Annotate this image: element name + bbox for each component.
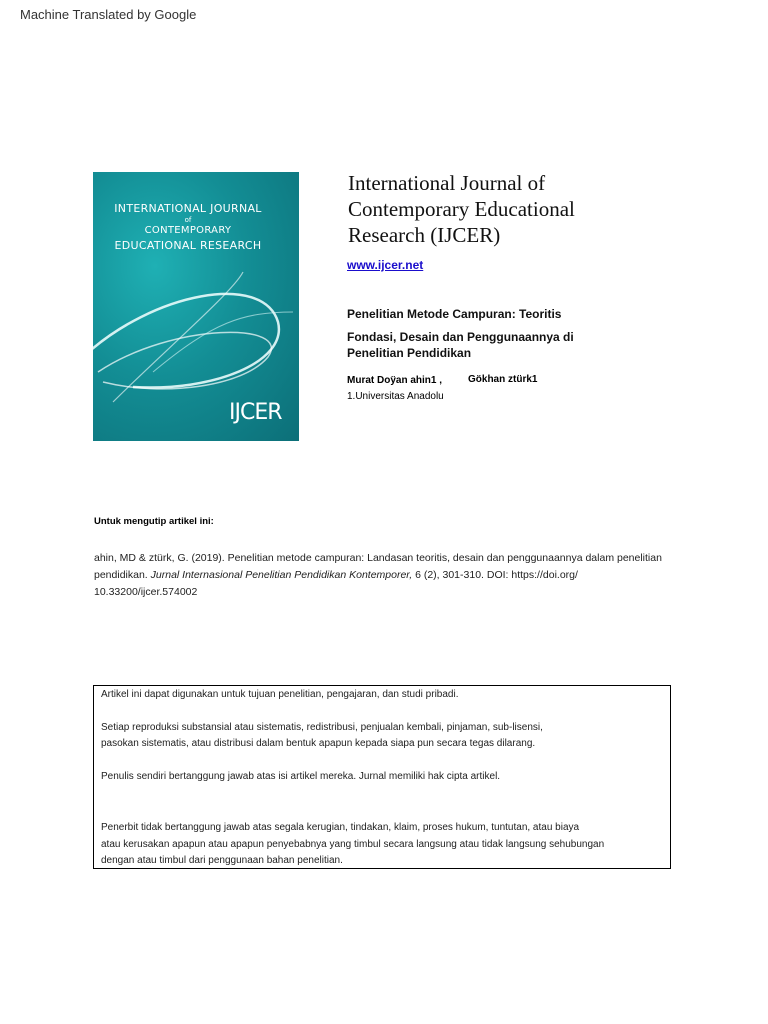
author-1: Murat Doÿan ahin1 , [347, 375, 443, 386]
notice-paragraph-4b: atau kerusakan apapun atau apapun penyebabnya yang timbul secara langsung atau tidak langsung sehubungan [101, 839, 605, 850]
notice-paragraph-4a: Penerbit tidak bertanggung jawab atas segala kerugian, tindakan, klaim, proses hukum, tuntutan, atau biaya [101, 822, 580, 833]
machine-translation-banner: Machine Translated by Google [20, 7, 197, 22]
citation-journal-name: Jurnal Internasional Penelitian Pendidikan Kontemporer, [150, 569, 413, 581]
cover-title-line2: of [184, 216, 192, 224]
citation-label: Untuk mengutip artikel ini: [94, 516, 214, 527]
notice-paragraph-1: Artikel ini dapat digunakan untuk tujuan penelitian, pengajaran, dan studi pribadi. [101, 689, 459, 700]
usage-notice-box [93, 685, 671, 869]
article-title-line1: Penelitian Metode Campuran: Teoritis [347, 307, 562, 321]
notice-paragraph-3: Penulis sendiri bertanggung jawab atas isi artikel mereka. Jurnal memiliki hak cipta artikel. [101, 771, 501, 782]
notice-paragraph-4c: dengan atau timbul dari penggunaan bahan penelitian. [101, 855, 343, 866]
journal-title-line3: Research (IJCER) [348, 223, 501, 247]
journal-url-link[interactable]: www.ijcer.net [347, 258, 424, 272]
ijcer-logo: IJCER [229, 400, 282, 425]
citation-part1: ahin, MD & ztürk, G. (2019). Penelitian metode campuran: Landasan teoritis, desain dan penggunaannya dalam penelitian pendidikan. [94, 552, 662, 581]
journal-title-line2: Contemporary Educational [348, 197, 575, 221]
cover-title [93, 202, 283, 252]
article-title [347, 306, 627, 361]
cover-title-line1: INTERNATIONAL JOURNAL [114, 202, 262, 215]
citation-text [94, 550, 684, 601]
author-2: Gökhan ztürk1 [468, 374, 538, 385]
author-affiliation: 1.Universitas Anadolu [347, 391, 444, 402]
journal-cover-image [93, 172, 299, 441]
journal-title [348, 170, 648, 248]
notice-paragraph-2a: Setiap reproduksi substansial atau sistematis, redistribusi, penjualan kembali, pinjaman, sub-lisensi, [101, 722, 543, 733]
notice-paragraph-2b: pasokan sistematis, atau distribusi dalam bentuk apapun kepada siapa pun secara tegas dilarang. [101, 738, 536, 749]
cover-title-line3: CONTEMPORARY [144, 225, 232, 236]
journal-title-line1: International Journal of [348, 171, 546, 195]
cover-title-line4: EDUCATIONAL RESEARCH [114, 239, 262, 252]
article-title-line2: Fondasi, Desain dan Penggunaannya di [347, 330, 574, 344]
article-title-line3: Penelitian Pendidikan [347, 346, 472, 360]
citation-part2: 6 (2), 301-310. DOI: https://doi.org/ 10.33200/ijcer.574002 [94, 569, 578, 598]
